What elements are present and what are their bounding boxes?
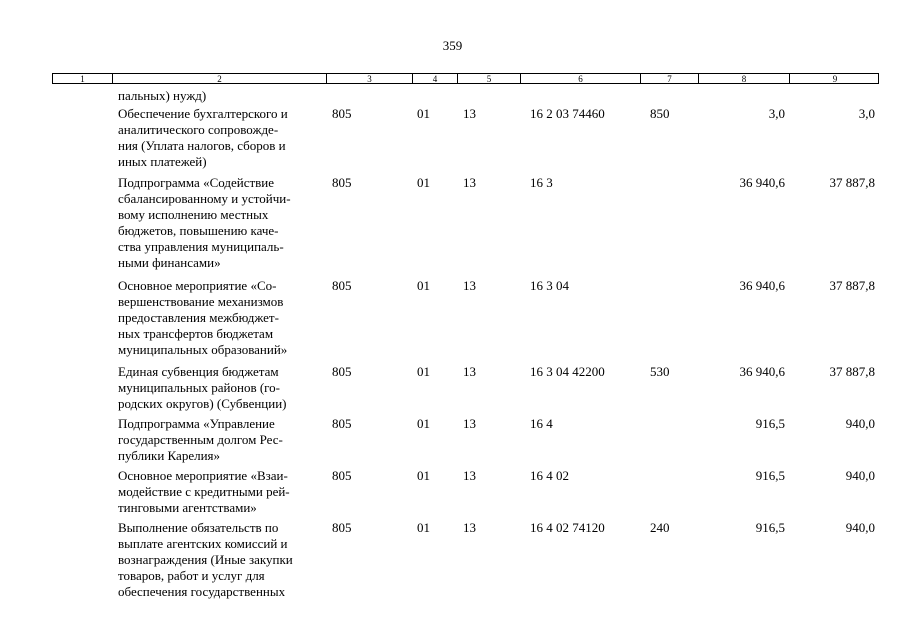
row-name — [118, 278, 323, 358]
row-name-line: предоставления межбюджет- — [118, 310, 279, 325]
col-4-value: 01 — [417, 416, 430, 431]
col-5-value: 13 — [463, 106, 476, 121]
col-4-value: 01 — [417, 468, 430, 483]
row-name-line: иных платежей) — [118, 154, 207, 169]
col-3-value: 805 — [332, 468, 352, 483]
header-col-3: 3 — [326, 74, 412, 84]
col-6-value: 16 3 04 — [530, 278, 569, 293]
col-8-value: 3,0 — [768, 106, 785, 121]
row-name-line: тинговыми агентствами» — [118, 500, 257, 515]
row-name-line: обеспечения государственных — [118, 584, 286, 599]
col-4-value: 01 — [417, 520, 430, 535]
row-name — [118, 468, 323, 516]
row-name — [118, 106, 323, 170]
row-name-line: ными финансами» — [118, 255, 221, 270]
col-3-value: 805 — [332, 278, 352, 293]
row-name-line: ния (Уплата налогов, сборов и — [118, 138, 286, 153]
col-7-value: 240 — [650, 520, 670, 535]
row-name-line: родских округов) (Субвенции) — [118, 396, 287, 411]
row-name-line: бюджетов, повышению каче- — [118, 223, 279, 238]
row-name — [118, 520, 323, 600]
col-6-value: 16 4 02 — [530, 468, 569, 483]
header-col-2: 2 — [112, 74, 326, 84]
row-name-line: муниципальных районов (го- — [118, 380, 280, 395]
row-name-line: выплате агентских комиссий и — [118, 536, 288, 551]
col-4-value: 01 — [417, 278, 430, 293]
col-4-value: 01 — [417, 364, 430, 379]
col-3-value: 805 — [332, 175, 352, 190]
header-col-7: 7 — [640, 74, 698, 84]
row-name — [118, 88, 323, 104]
page-number: 359 — [442, 38, 463, 53]
row-name-line: Основное мероприятие «Со- — [118, 278, 277, 293]
row-name-line: муниципальных образований» — [118, 342, 288, 357]
col-5-value: 13 — [463, 364, 476, 379]
col-3-value: 805 — [332, 520, 352, 535]
col-8-value: 916,5 — [755, 468, 785, 483]
col-8-value: 36 940,6 — [739, 278, 785, 293]
row-name-line: ства управления муниципаль- — [118, 239, 284, 254]
col-7-value: 850 — [650, 106, 670, 121]
col-5-value: 13 — [463, 416, 476, 431]
row-name — [118, 416, 323, 464]
row-name — [118, 364, 323, 412]
header-col-5: 5 — [457, 74, 520, 84]
col-6-value: 16 3 04 42200 — [530, 364, 605, 379]
col-8-value: 916,5 — [755, 416, 785, 431]
row-name-line: Выполнение обязательств по — [118, 520, 279, 535]
row-name-line: вершенствование механизмов — [118, 294, 284, 309]
header-col-1: 1 — [80, 74, 85, 84]
col-9-value: 940,0 — [845, 416, 875, 431]
row-name-line: Единая субвенция бюджетам — [118, 364, 279, 379]
col-8-value: 916,5 — [755, 520, 785, 535]
row-name-line: Подпрограмма «Содействие — [118, 175, 275, 190]
col-3-value: 805 — [332, 106, 352, 121]
header-col-4: 4 — [412, 74, 457, 84]
col-9-value: 940,0 — [845, 520, 875, 535]
col-4-value: 01 — [417, 106, 430, 121]
col-8-value: 36 940,6 — [739, 175, 785, 190]
col-9-value: 3,0 — [858, 106, 875, 121]
row-name-line: сбалансированному и устойчи- — [118, 191, 291, 206]
col-5-value: 13 — [463, 468, 476, 483]
row-name-line: пальных) нужд) — [118, 88, 207, 103]
row-name-line: Подпрограмма «Управление — [118, 416, 275, 431]
col-3-value: 805 — [332, 416, 352, 431]
row-name-line: вознаграждения (Иные закупки — [118, 552, 293, 567]
row-name — [118, 175, 323, 271]
col-9-value: 37 887,8 — [829, 278, 875, 293]
col-8-value: 36 940,6 — [739, 364, 785, 379]
col-6-value: 16 2 03 74460 — [530, 106, 605, 121]
row-name-line: Обеспечение бухгалтерского и — [118, 106, 288, 121]
row-name-line: товаров, работ и услуг для — [118, 568, 265, 583]
col-9-value: 940,0 — [845, 468, 875, 483]
header-col-6: 6 — [520, 74, 640, 84]
col-9-value: 37 887,8 — [829, 175, 875, 190]
row-name-line: государственным долгом Рес- — [118, 432, 283, 447]
header-col-9: 9 — [789, 74, 880, 84]
col-6-value: 16 3 — [530, 175, 553, 190]
row-name-line: модействие с кредитными рей- — [118, 484, 290, 499]
col-6-value: 16 4 — [530, 416, 553, 431]
table-header — [52, 73, 879, 84]
col-3-value: 805 — [332, 364, 352, 379]
col-6-value: 16 4 02 74120 — [530, 520, 605, 535]
row-name-line: Основное мероприятие «Взаи- — [118, 468, 288, 483]
col-7-value: 530 — [650, 364, 670, 379]
col-5-value: 13 — [463, 175, 476, 190]
row-name-line: публики Карелия» — [118, 448, 221, 463]
row-name-line: ных трансфертов бюджетам — [118, 326, 274, 341]
col-5-value: 13 — [463, 278, 476, 293]
row-name-line: аналитического сопровожде- — [118, 122, 279, 137]
col-4-value: 01 — [417, 175, 430, 190]
row-name-line: вому исполнению местных — [118, 207, 269, 222]
col-9-value: 37 887,8 — [829, 364, 875, 379]
col-5-value: 13 — [463, 520, 476, 535]
header-col-8: 8 — [698, 74, 789, 84]
